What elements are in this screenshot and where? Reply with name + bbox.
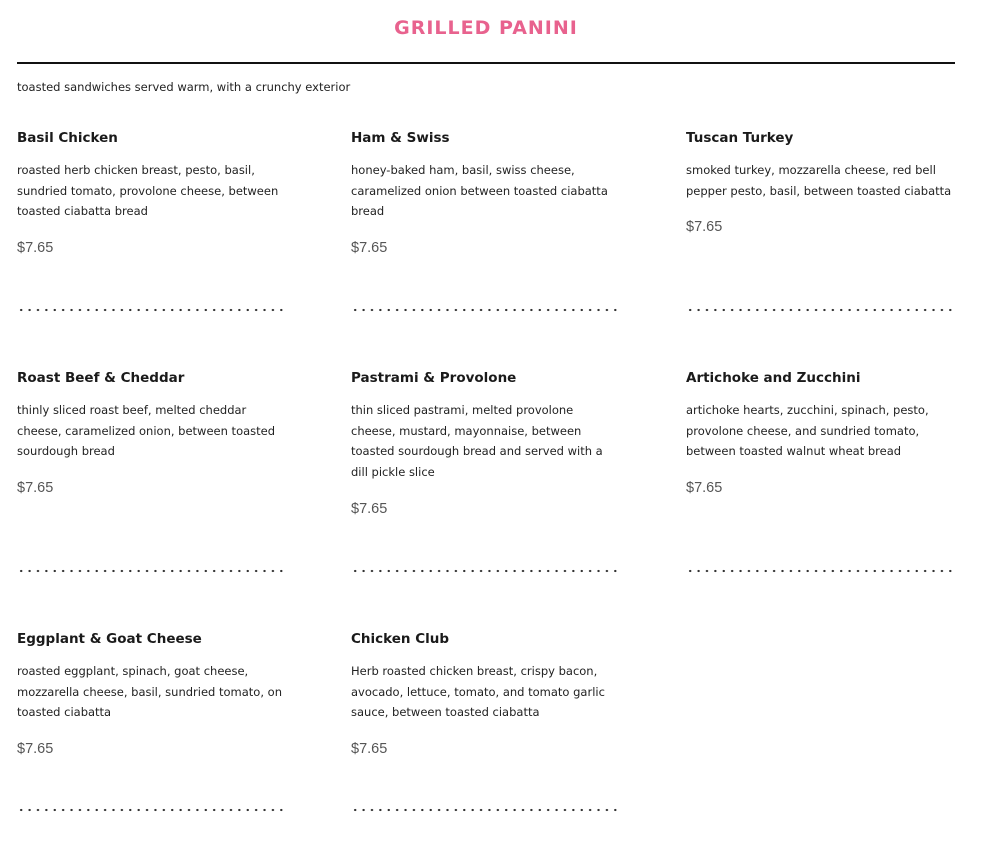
menu-item-price: $7.65 xyxy=(686,219,723,236)
dotted-divider xyxy=(17,569,285,573)
menu-item xyxy=(351,128,621,256)
menu-item-description: roasted herb chicken breast, pesto, basil, sundried tomato, provolone cheese, between toasted ciabatta bread xyxy=(17,163,279,219)
menu-item xyxy=(17,629,287,757)
menu-item-name: Basil Chicken xyxy=(17,130,118,146)
menu-item-description: artichoke hearts, zucchini, spinach, pesto, provolone cheese, and sundried tomato, between toasted walnut wheat bread xyxy=(686,403,929,459)
menu-item-name: Roast Beef & Cheddar xyxy=(17,370,185,386)
dotted-divider xyxy=(351,808,619,812)
dotted-divider xyxy=(351,569,619,573)
dotted-divider xyxy=(686,308,954,312)
menu-item xyxy=(17,368,287,496)
menu-item-name: Artichoke and Zucchini xyxy=(686,370,861,386)
dotted-divider xyxy=(686,569,954,573)
menu-item-name: Pastrami & Provolone xyxy=(351,370,517,386)
menu-item-description: smoked turkey, mozzarella cheese, red bell pepper pesto, basil, between toasted ciabatta xyxy=(686,163,952,198)
menu-item-description: thinly sliced roast beef, melted cheddar cheese, caramelized onion, between toasted sourdough bread xyxy=(17,403,276,459)
menu-item-price: $7.65 xyxy=(351,500,388,517)
menu-item-description: Herb roasted chicken breast, crispy bacon, avocado, lettuce, tomato, and tomato garlic sauce, between toasted ciabatta xyxy=(351,664,605,720)
dotted-divider xyxy=(17,808,285,812)
menu-item-price: $7.65 xyxy=(351,240,388,257)
menu-item-name: Ham & Swiss xyxy=(351,130,450,146)
section-header xyxy=(17,0,955,64)
menu-item-description: thin sliced pastrami, melted provolone cheese, mustard, mayonnaise, between toasted sourdough bread and served with a dill pickle slice xyxy=(351,403,603,480)
menu-item-price: $7.65 xyxy=(17,240,54,257)
section-title: GRILLED PANINI xyxy=(394,17,578,39)
menu-item xyxy=(351,629,621,757)
menu-item-name: Chicken Club xyxy=(351,631,450,647)
menu-item-price: $7.65 xyxy=(351,741,388,758)
menu-item-description: honey-baked ham, basil, swiss cheese, caramelized onion between toasted ciabatta bread xyxy=(351,163,608,219)
dotted-divider xyxy=(351,308,619,312)
menu-item-price: $7.65 xyxy=(17,741,54,758)
menu-item xyxy=(351,368,621,517)
menu-item xyxy=(686,368,956,496)
menu-item-price: $7.65 xyxy=(17,480,54,497)
menu-item-name: Eggplant & Goat Cheese xyxy=(17,631,202,647)
menu-item-name: Tuscan Turkey xyxy=(686,130,794,146)
menu-item xyxy=(17,128,287,256)
menu-item-price: $7.65 xyxy=(686,480,723,497)
dotted-divider xyxy=(17,308,285,312)
section-subtitle: toasted sandwiches served warm, with a crunchy exterior xyxy=(17,80,351,94)
menu-item-description: roasted eggplant, spinach, goat cheese, mozzarella cheese, basil, sundried tomato, on toasted ciabatta xyxy=(17,664,282,720)
menu-item xyxy=(686,128,956,235)
